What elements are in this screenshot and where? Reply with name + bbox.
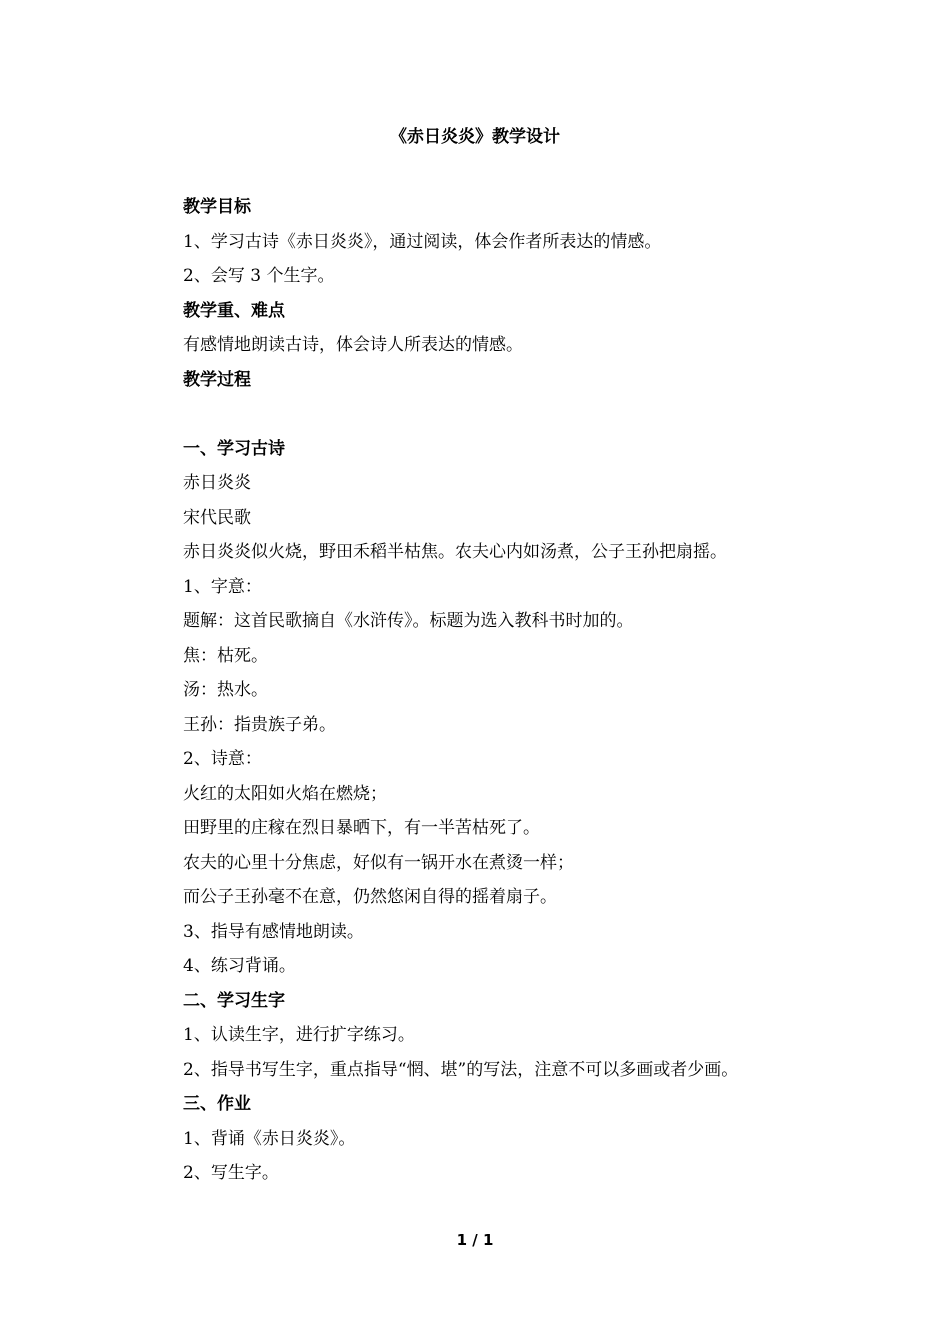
process-heading: 教学过程: [183, 369, 251, 390]
poem-meaning-item: 火红的太阳如火焰在燃烧；: [183, 783, 387, 804]
word-meaning-item: 汤：热水。: [183, 680, 268, 700]
poem-meaning-item: 而公子王孙毫不在意，仍然悠闲自得的摇着扇子。: [183, 887, 557, 907]
part3-heading: 三、作业: [183, 1094, 251, 1114]
poem-meaning-item: 田野里的庄稼在烈日暴晒下，有一半苦枯死了。: [183, 818, 540, 838]
key-points-heading: 教学重、难点: [183, 300, 285, 321]
blank-line: [183, 397, 833, 432]
homework-item: 1、背诵《赤日炎炎》。: [183, 1128, 356, 1149]
part1-heading: 一、学习古诗: [183, 438, 285, 459]
step-item: 3、指导有感情地朗读。: [183, 921, 364, 942]
word-meaning-item: 题解：这首民歌摘自《水浒传》。标题为选入教科书时加的。: [183, 611, 634, 631]
part2-item: 2、指导书写生字，重点指导“惘、堪”的写法，注意不可以多画或者少画。: [183, 1059, 739, 1080]
word-meaning-label: 1、字意：: [183, 576, 262, 597]
objective-item: 1、学习古诗《赤日炎炎》，通过阅读，体会作者所表达的情感。: [183, 231, 662, 252]
word-meaning-item: 焦：枯死。: [183, 645, 268, 666]
document-title: 《赤日炎炎》教学设计: [390, 127, 560, 147]
objective-item: 2、会写 3 个生字。: [183, 266, 335, 286]
step-item: 4、练习背诵。: [183, 956, 296, 976]
part2-heading: 二、学习生字: [183, 990, 285, 1011]
poem-text: 赤日炎炎似火烧，野田禾稻半枯焦。农夫心内如汤煮，公子王孙把扇摇。: [183, 542, 727, 562]
key-points-text: 有感情地朗读古诗，体会诗人所表达的情感。: [183, 335, 523, 355]
word-meaning-item: 王孙：指贵族子弟。: [183, 714, 336, 735]
objectives-heading: 教学目标: [183, 197, 251, 217]
poem-author: 宋代民歌: [183, 507, 251, 528]
poem-meaning-label: 2、诗意：: [183, 749, 262, 769]
homework-item: 2、写生字。: [183, 1163, 279, 1183]
poem-title: 赤日炎炎: [183, 473, 251, 493]
poem-meaning-item: 农夫的心里十分焦虑，好似有一锅开水在煮烫一样；: [183, 852, 574, 873]
part2-item: 1、认读生字，进行扩字练习。: [183, 1025, 415, 1045]
document-body: [183, 190, 833, 1191]
page-number: 1 / 1: [456, 1231, 494, 1249]
